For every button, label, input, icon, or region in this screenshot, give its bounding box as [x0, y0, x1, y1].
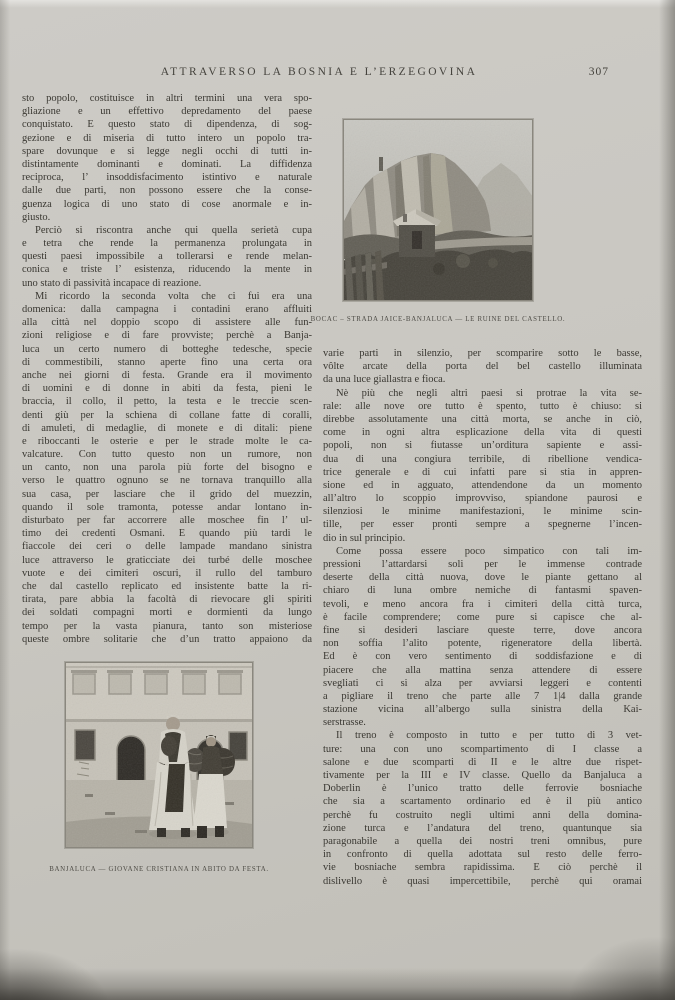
text-line: dislivello è quasi impercettibile, perchè qui oramai [323, 875, 642, 887]
text-line: distintamente dominanti e dominati. La diffidenza [22, 158, 312, 170]
text-line: dua di una congiura terribile, di ribellione vendica- [323, 453, 642, 465]
text-line: direbbe assolutamente una città morta, se anche in ciò, [323, 413, 642, 425]
text-line: Doberlin è l’unico tratto delle ferrovie bosniache [323, 783, 642, 795]
page-corner-shadow-left [0, 948, 110, 1000]
photo-castle-ruins [343, 119, 533, 301]
text-line: tempo per la vasta pianura, tanto son misteriose [22, 620, 312, 632]
running-title: ATTRAVERSO LA BOSNIA E L’ERZEGOVINA [160, 66, 478, 78]
page-edge-top [0, 0, 675, 8]
text-line: all’altro lo scoppio improvviso, spiandone paurosi e [323, 493, 642, 505]
text-line: domenica: dalla campagna i contadini erano affluiti [22, 304, 312, 315]
photo-caption-top: BOCAC – STRADA JAICE-BANJALUCA — LE RUINE DEL CASTELLO. [310, 316, 566, 323]
text-line: che sia a scartamento ordinario ed è il più antico [323, 796, 642, 808]
text-line: vôlte arcate della porta del bel castello illuminata [323, 361, 642, 373]
text-line: dio in sul principio. [323, 532, 406, 544]
text-line: deserte della città nuova, dove le piante gettano al [323, 572, 642, 584]
text-line: fiaccole dei ceri o delle lampade mandano sinistra [22, 541, 312, 553]
text-line: e tetra che rende la permanenza prolungata in [22, 238, 312, 250]
text-line: dei soldati compagni morti e dormienti da lungo [22, 607, 312, 619]
text-line: di uomini e di donne in abiti da festa, pieni le [22, 383, 312, 395]
photo-caption-bottom: BANJALUCA — GIOVANE CRISTIANA IN ABITO DA FESTA. [49, 866, 269, 873]
text-line: a pigliare il treno che parte alle 7 1|4 dalla grande [323, 690, 642, 702]
text-line: tivamente per la III e IV classe. Quello da Banjaluca a [323, 770, 642, 781]
right-text-column [323, 347, 642, 888]
text-line: gliazione e un effettivo depredamento del paese [22, 106, 312, 118]
page-edge-right [659, 0, 675, 1000]
castle-ruins-illustration [343, 119, 533, 301]
text-line: valcature. Con tutto questo non un rumore, non [22, 449, 312, 461]
text-line: zione turca e l’andatura del treno, quantunque sia [323, 822, 642, 834]
text-line: vuote e dei cimiteri oscuri, il rullo del tamburo [22, 567, 312, 579]
text-line: Ed è con vero sentimento di soddisfazione e di [323, 651, 642, 663]
text-line: spare dovunque e si legge negli occhi di tutti in- [22, 145, 312, 157]
text-line: reciproca, l’ insoddisfacimento istintivo e naturale [22, 172, 312, 184]
text-line: stazione vicina all’albergo sulla sinistra della Kai- [323, 704, 642, 716]
text-line: dalle due parti, non possono essere che la conse- [22, 185, 312, 197]
text-line: trice generale e di cui infatti pare si stia in appren- [323, 466, 642, 478]
page-corner-shadow-right [567, 936, 675, 1000]
text-line: perchè fu costruito negli ultimi anni della domina- [323, 809, 642, 821]
text-line: giusto. [22, 211, 51, 223]
text-line: Mi ricordo la seconda volta che ci fui era una [35, 290, 312, 302]
text-line: vie bosniache sembra rapidissima. E ciò perchè il [323, 862, 642, 874]
text-line: che dal castello replicato ed insistente batte la ri- [22, 580, 312, 592]
text-line: denti giù per la schiena di collane fatte di coralli, [22, 409, 312, 421]
text-line: alla città nel doppio scopo di assistere alle fun- [22, 317, 312, 329]
text-line: come in ogni altra esplicazione della vita di questi [323, 427, 642, 439]
text-line: è facile comprendere; come pure si capisce che al- [323, 611, 642, 623]
text-line: di amuleti, di medaglie, di monete e di ditali: piene [22, 422, 312, 434]
text-line: questi paesi impossibile a tollerarsi e rende melan- [22, 251, 312, 263]
text-line: tille, per esser pronti sempre a spegnerne l’incen- [323, 519, 642, 531]
text-line: anche nei giorni di festa. Grande era il movimento [22, 369, 312, 381]
text-line: silenziosi le minime manifestazioni, le minime scin- [323, 506, 642, 518]
text-line: Perciò si riscontra anche qui quella serietà cupa [35, 224, 312, 236]
text-line: Il treno è composto in tutto e per tutto di 3 vet- [336, 730, 642, 742]
text-line: salone e due scomparti di II e le altre due rispet- [323, 756, 642, 768]
text-line: tirata, pare abbia la facoltà di rievocare gli spiriti [22, 594, 312, 606]
text-line: queste ombre solitarie che d’un tratto appaiono da [22, 633, 312, 645]
text-line: verso le quattro ognuno se ne tornava tranquillo alla [22, 475, 312, 487]
text-line: tevoli, e meno ancora fra i cimiteri della città turca, [323, 598, 642, 610]
text-line: non soffia l’alito potente, rigeneratore della libertà. [323, 638, 642, 650]
text-line: da una luce giallastra e fioca. [323, 374, 446, 386]
text-line: e riboccanti le osterie e per le strade molte le ca- [22, 435, 312, 447]
text-line: un canto, non una parola più forte del bisogno e [22, 462, 312, 474]
text-line: uno stato di passività incapace di reazione. [22, 277, 202, 289]
text-line: pressioni l’attardarsi soli per le immense contrade [323, 559, 642, 570]
text-line: in confronto di quella adottata sul resto delle ferro- [323, 849, 642, 861]
text-line: disturbato per far accorrere alle moschee fin l’ ul- [22, 515, 312, 526]
text-line: piacere che alla mattina senza attendere di essere [323, 664, 642, 676]
text-line: chiaro di luna ombre nemiche di fantasmi spaven- [323, 585, 642, 597]
street-scene-illustration [65, 662, 253, 848]
text-line: varie parti in silenzio, per scomparire sotto le basse, [323, 348, 642, 359]
text-line: sto popolo, costituisce in altri termini una vera spo- [22, 93, 312, 104]
text-line: luce attraverso le graticciate dei turbé delle moschee [22, 554, 312, 566]
text-line: paragonabile a quella dei nostri treni omnibus, pure [323, 835, 642, 847]
text-line: conica e triste l’ esistenza, riducendo la mente in [22, 264, 312, 276]
text-line: braccia, il collo, il petto, la testa e le treccie scen- [22, 396, 312, 408]
text-line: timo dei credenti Osmani. E quando più tardi le [22, 528, 312, 540]
text-line: sione ed in agguato, attendendone da un momento [323, 479, 642, 491]
text-line: zioni religiose e di fare provviste; perchè a Banja- [22, 330, 312, 342]
text-line: conquistato. E questo stato di dipendenza, di sog- [22, 119, 312, 131]
text-line: quando il sole tramonta, potesse andar lontano in- [22, 501, 312, 513]
text-line: fine si desideri lasciare queste terre, dove ancora [323, 624, 642, 636]
text-line: serstrasse. [323, 717, 366, 729]
photo-street-scene [65, 662, 253, 848]
text-line: rale: alle nove ore tutto è spento, tutto è chiuso: si [323, 400, 642, 412]
left-text-column [22, 92, 312, 646]
text-line: popoli, non si fiutasse un’orditura sapiente e assi- [323, 440, 642, 452]
text-line: gezione e di miseria di tutto intero un popolo tra- [22, 132, 312, 144]
text-line: di commestibili, stanno aperte fino una certa ora [22, 356, 312, 368]
text-line: svegliati ci si alza per avviarsi leggeri e contenti [323, 677, 642, 689]
text-line: Nè più che negli altri paesi si protrae la vita se- [336, 387, 642, 399]
text-line: sua casa, per lasciare che il grido del muezzin, [22, 488, 312, 500]
text-line: guenza logica di uno stato di cose anormale e in- [22, 198, 312, 210]
page-edge-left [0, 0, 10, 1000]
page-number: 307 [588, 66, 609, 78]
text-line: Come possa essere poco simpatico con tali im- [336, 545, 642, 557]
text-line: luca un certo numero di botteghe tedesche, specie [22, 343, 312, 355]
text-line: ture: una con uno scompartimento di I classe a [323, 743, 642, 755]
